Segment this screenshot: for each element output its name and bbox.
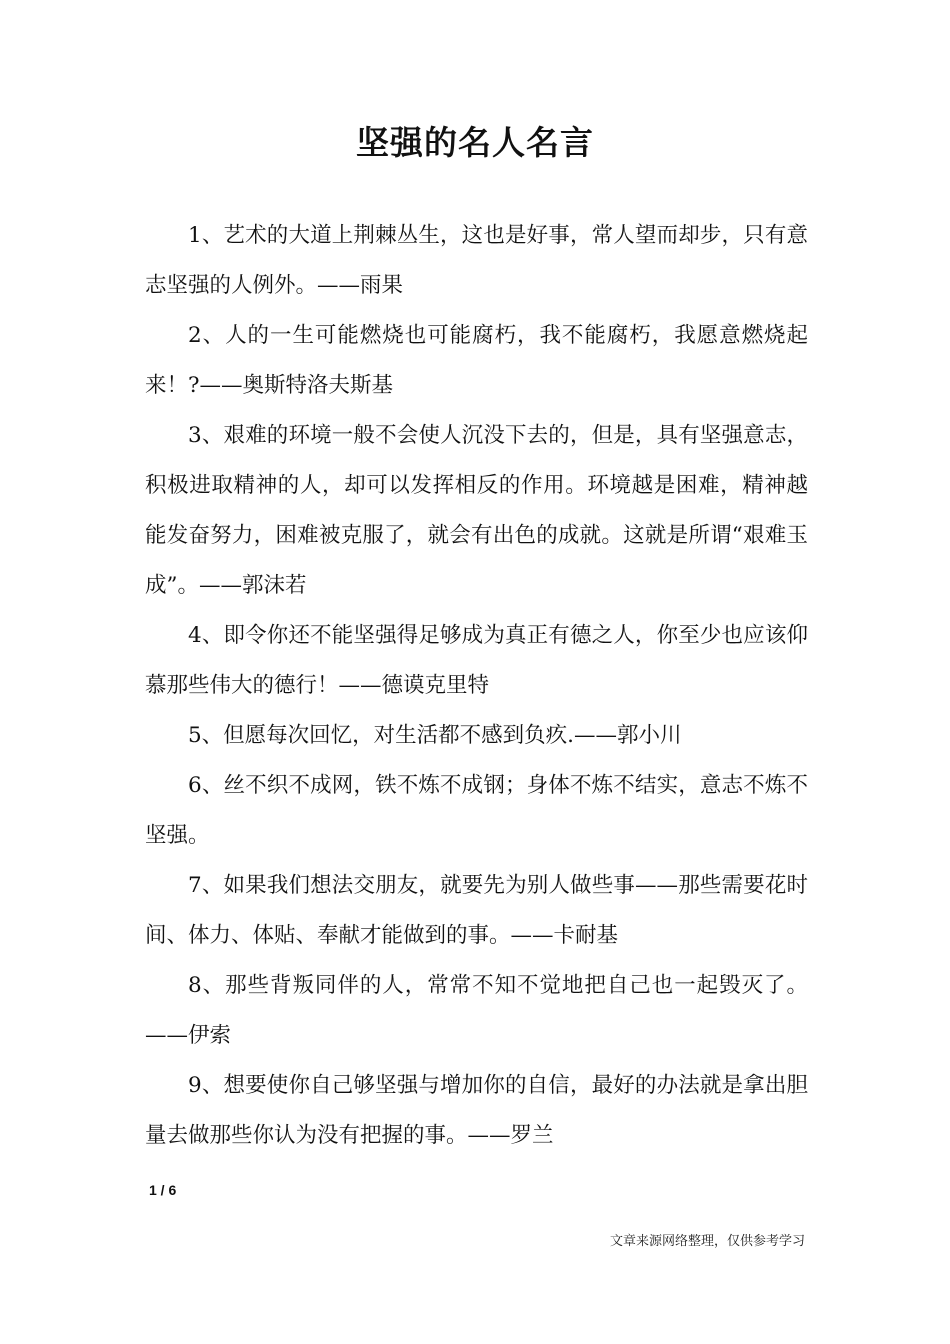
footer-note: 文章来源网络整理，仅供参考学习 [609, 1233, 805, 1248]
quote-paragraph-4: 4、即令你还不能坚强得足够成为真正有德之人，你至少也应该仰慕那些伟大的德行！——德谟克里特 [145, 623, 808, 698]
document-body [145, 211, 808, 1161]
quote-paragraph-9: 9、想要使你自己够坚强与增加你的自信，最好的办法就是拿出胆量去做那些你认为没有把握的事。——罗兰 [145, 1073, 808, 1148]
quote-paragraph-7: 7、如果我们想法交朋友，就要先为别人做些事——那些需要花时间、体力、体贴、奉献才能做到的事。——卡耐基 [145, 873, 808, 948]
page-number: 1 / 6 [149, 1182, 177, 1198]
quote-paragraph-8: 8、那些背叛同伴的人，常常不知不觉地把自己也一起毁灭了。——伊索 [145, 973, 808, 1048]
quote-paragraph-5: 5、但愿每次回忆，对生活都不感到负疚.——郭小川 [188, 723, 682, 748]
document-title: 坚强的名人名言 [356, 123, 594, 162]
quote-paragraph-2: 2、人的一生可能燃烧也可能腐朽，我不能腐朽，我愿意燃烧起来！?——奥斯特洛夫斯基 [145, 323, 808, 398]
quote-paragraph-1: 1、艺术的大道上荆棘丛生，这也是好事，常人望而却步，只有意志坚强的人例外。——雨果 [145, 223, 808, 298]
quote-paragraph-3: 3、艰难的环境一般不会使人沉没下去的，但是，具有坚强意志，积极进取精神的人，却可以发挥相反的作用。环境越是困难，精神越能发奋努力，困难被克服了，就会有出色的成就。这就是所谓“艰难玉成”。——郭沫若 [145, 423, 808, 598]
quote-paragraph-6: 6、丝不织不成网，铁不炼不成钢；身体不炼不结实，意志不炼不坚强。 [145, 773, 808, 848]
